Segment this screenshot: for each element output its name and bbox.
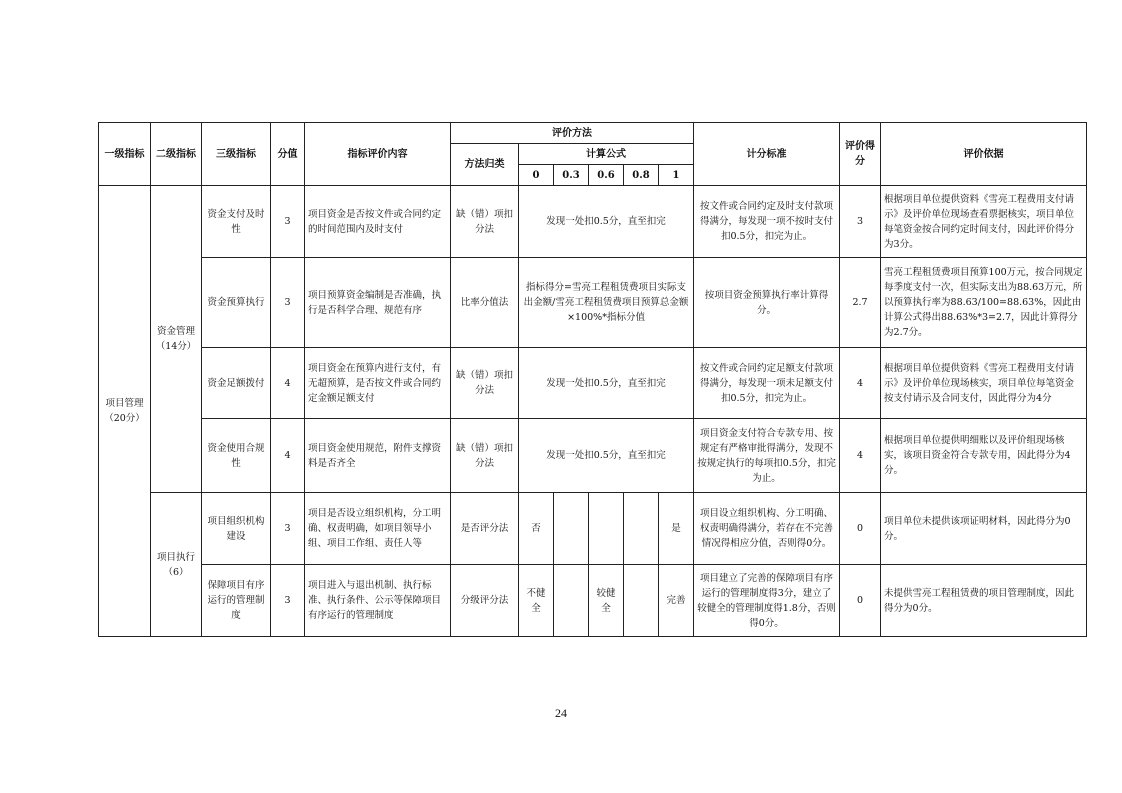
grade-1-cell: 完善: [659, 565, 694, 637]
content-cell: 项目资金是否按文件或合同约定的时间范围内及时支付: [305, 186, 451, 258]
grade-0-cell: 否: [519, 493, 554, 565]
standard-cell: 按文件或合同约定足额支付款项得满分，每发现一项未足额支付扣0.5分，扣完为止。: [694, 348, 840, 419]
grade-08-cell: [624, 565, 659, 637]
header-formula: 计算公式: [519, 144, 694, 165]
score-cell: 4: [271, 419, 305, 493]
score-cell: 4: [271, 348, 305, 419]
page-number: 24: [555, 706, 567, 720]
level2-cell: 项目执行（6）: [151, 493, 202, 637]
grade-08-cell: [624, 493, 659, 565]
level1-cell: 项目管理（20分）: [99, 186, 151, 637]
header-level2: 二级指标: [151, 123, 202, 186]
grade-03-cell: [554, 565, 589, 637]
formula-cell: 发现一处扣0.5分，直至扣完: [519, 419, 694, 493]
content-cell: 项目预算资金编制是否准确，执行是否科学合理、规范有序: [305, 258, 451, 348]
header-standard: 计分标准: [694, 123, 840, 186]
standard-cell: 项目建立了完善的保障项目有序运行的管理制度得3分，建立了较健全的管理制度得1.8分，否则得0分。: [694, 565, 840, 637]
content-cell: 项目是否设立组织机构，分工明确、权责明确，如项目领导小组、项目工作组、责任人等: [305, 493, 451, 565]
score-cell: 3: [271, 258, 305, 348]
method-cell: 缺（错）项扣分法: [451, 348, 519, 419]
method-cell: 是否评分法: [451, 493, 519, 565]
result-cell: 0: [840, 493, 881, 565]
grade-06-cell: 较健全: [589, 565, 624, 637]
result-cell: 3: [840, 186, 881, 258]
standard-cell: 项目设立组织机构、分工明确、权责明确得满分，若存在不完善情况得相应分值，否则得0分。: [694, 493, 840, 565]
basis-cell: 根据项目单位提供明细账以及评价组现场核实，该项目资金符合专款专用，因此得分为4分。: [881, 419, 1087, 493]
standard-cell: 按文件或合同约定及时支付款项得满分，每发现一项不按时支付扣0.5分，扣完为止。: [694, 186, 840, 258]
table-row: [99, 186, 1087, 258]
header-grade-1: 1: [659, 165, 694, 186]
indicator-cell: 项目组织机构建设: [202, 493, 271, 565]
header-basis: 评价依据: [881, 123, 1087, 186]
score-cell: 3: [271, 186, 305, 258]
header-method-type: 方法归类: [451, 144, 519, 186]
basis-cell: 根据项目单位提供资料《雪亮工程费用支付请示》及评价单位现场核实，项目单位每笔资金按支付请示及合同支付，因此得分为4分: [881, 348, 1087, 419]
indicator-cell: 资金足额拨付: [202, 348, 271, 419]
header-grade-08: 0.8: [624, 165, 659, 186]
header-grade-03: 0.3: [554, 165, 589, 186]
content-cell: 项目资金在预算内进行支付，有无超预算，是否按文件或合同约定金额足额支付: [305, 348, 451, 419]
content-cell: 项目进入与退出机制、执行标准、执行条件、公示等保障项目有序运行的管理制度: [305, 565, 451, 637]
method-cell: 分级评分法: [451, 565, 519, 637]
header-row-1: [99, 123, 1087, 144]
header-content: 指标评价内容: [305, 123, 451, 186]
result-cell: 4: [840, 419, 881, 493]
result-cell: 4: [840, 348, 881, 419]
header-grade-06: 0.6: [589, 165, 624, 186]
basis-cell: 未提供雪亮工程租赁费的项目管理制度，因此得分为0分。: [881, 565, 1087, 637]
grade-1-cell: 是: [659, 493, 694, 565]
formula-cell: 指标得分=雪亮工程租赁费项目实际支出金额/雪亮工程租赁费项目预算总金额×100%*指标分值: [519, 258, 694, 348]
indicator-cell: 保障项目有序运行的管理制度: [202, 565, 271, 637]
indicator-cell: 资金使用合规性: [202, 419, 271, 493]
formula-cell: 发现一处扣0.5分，直至扣完: [519, 348, 694, 419]
header-eval-score: 评价得分: [840, 123, 881, 186]
indicator-cell: 资金支付及时性: [202, 186, 271, 258]
method-cell: 比率分值法: [451, 258, 519, 348]
formula-cell: 发现一处扣0.5分，直至扣完: [519, 186, 694, 258]
level2-cell: 资金管理（14分）: [151, 186, 202, 493]
basis-cell: 雪亮工程租赁费项目预算100万元，按合同规定每季度支付一次，但实际支出为88.63万元，所以预算执行率为88.63/100=88.63%，因此由计算公式得出88.63%*3=2.7，因此计算得分为2.7分。: [881, 258, 1087, 348]
table-row: [99, 565, 1087, 637]
method-cell: 缺（错）项扣分法: [451, 186, 519, 258]
score-cell: 3: [271, 565, 305, 637]
header-score: 分值: [271, 123, 305, 186]
evaluation-table: [98, 122, 1087, 637]
grade-03-cell: [554, 493, 589, 565]
result-cell: 0: [840, 565, 881, 637]
result-cell: 2.7: [840, 258, 881, 348]
header-grade-0: 0: [519, 165, 554, 186]
standard-cell: 项目资金支付符合专款专用、按规定有严格审批得满分，发现不按规定执行的每项扣0.5分，扣完为止。: [694, 419, 840, 493]
table-row: [99, 258, 1087, 348]
header-level1: 一级指标: [99, 123, 151, 186]
grade-0-cell: 不健全: [519, 565, 554, 637]
content-cell: 项目资金使用规范，附件支撑资料是否齐全: [305, 419, 451, 493]
basis-cell: 根据项目单位提供资料《雪亮工程费用支付请示》及评价单位现场查看票据核实，项目单位每笔资金按合同约定时间支付，因此评价得分为3分。: [881, 186, 1087, 258]
header-method-group: 评价方法: [451, 123, 694, 144]
score-cell: 3: [271, 493, 305, 565]
grade-06-cell: [589, 493, 624, 565]
table-row: [99, 419, 1087, 493]
table-row: [99, 493, 1087, 565]
table-row: [99, 348, 1087, 419]
header-level3: 三级指标: [202, 123, 271, 186]
indicator-cell: 资金预算执行: [202, 258, 271, 348]
standard-cell: 按项目资金预算执行率计算得分。: [694, 258, 840, 348]
method-cell: 缺（错）项扣分法: [451, 419, 519, 493]
basis-cell: 项目单位未提供该项证明材料，因此得分为0分。: [881, 493, 1087, 565]
